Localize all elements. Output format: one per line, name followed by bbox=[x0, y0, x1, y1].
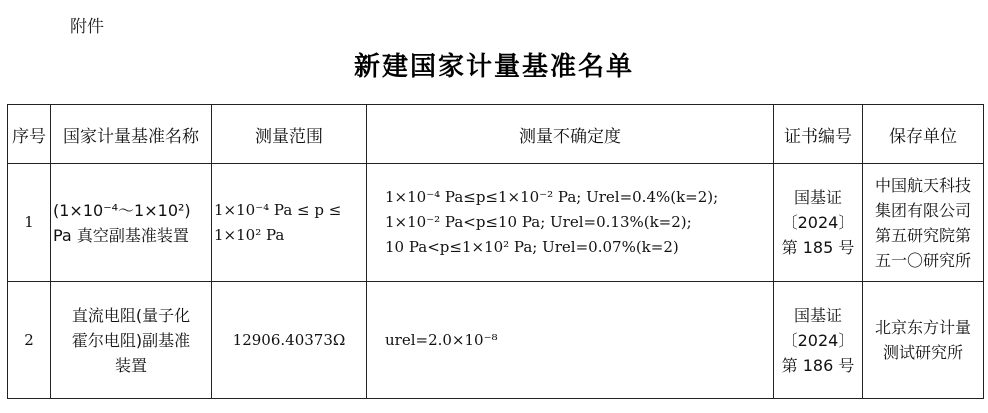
custodian-unit bbox=[863, 282, 984, 399]
certificate-line: 〔2024〕 bbox=[781, 330, 855, 350]
standard-name-line: (1×10⁻⁴～1×10²) bbox=[53, 200, 191, 220]
standard-name-line: Pa 真空副基准装置 bbox=[53, 225, 189, 245]
measurement-range bbox=[212, 164, 367, 282]
row-index: 1 bbox=[8, 164, 51, 282]
certificate-line: 国基证 bbox=[793, 188, 842, 207]
certificate-line: 国基证 bbox=[793, 305, 842, 325]
certificate-number bbox=[774, 282, 863, 399]
certificate-line: 〔2024〕 bbox=[781, 213, 855, 232]
standard-name bbox=[51, 282, 212, 399]
attachment-label: 附件 bbox=[70, 17, 104, 37]
measurement-uncertainty bbox=[367, 282, 774, 399]
measurement-uncertainty bbox=[367, 164, 774, 282]
unit-line: 中国航天科技 bbox=[874, 175, 971, 195]
unit-line: 五一〇研究所 bbox=[874, 250, 971, 270]
uncertainty-line: 1×10⁻² Pa<p≤10 Pa; Urel=0.13%(k=2); bbox=[385, 213, 692, 231]
standard-name bbox=[51, 164, 212, 282]
header-certificate-number: 证书编号 bbox=[774, 105, 863, 164]
table-header-row bbox=[8, 105, 984, 164]
uncertainty-line: 1×10⁻⁴ Pa≤p≤1×10⁻² Pa; Urel=0.4%(k=2); bbox=[385, 188, 719, 206]
header-uncertainty: 测量不确定度 bbox=[367, 105, 774, 164]
header-custodian-unit: 保存单位 bbox=[863, 105, 984, 164]
uncertainty-line: 10 Pa<p≤1×10² Pa; Urel=0.07%(k=2) bbox=[385, 238, 679, 256]
measurement-range bbox=[212, 282, 367, 399]
unit-line: 测试研究所 bbox=[882, 343, 963, 362]
header-measurement-range: 测量范围 bbox=[212, 105, 367, 164]
certificate-line: 第 185 号 bbox=[781, 238, 855, 257]
unit-line: 集团有限公司 bbox=[874, 200, 971, 220]
certificate-line: 第 186 号 bbox=[781, 355, 855, 375]
header-standard-name: 国家计量基准名称 bbox=[51, 105, 212, 164]
standard-name-line: 霍尔电阻)副基准 bbox=[71, 330, 191, 350]
certificate-number bbox=[774, 164, 863, 282]
unit-line: 北京东方计量 bbox=[874, 318, 971, 337]
uncertainty-line: urel=2.0×10⁻⁸ bbox=[385, 330, 498, 349]
table-row bbox=[8, 164, 984, 282]
unit-line: 第五研究院第 bbox=[874, 225, 971, 245]
document-title: 新建国家计量基准名单 bbox=[353, 52, 634, 82]
range-line: 12906.40373Ω bbox=[232, 330, 346, 349]
table-row bbox=[8, 282, 984, 399]
standards-table bbox=[7, 104, 984, 399]
range-line: 1×10⁻⁴ Pa ≤ p ≤ bbox=[214, 200, 342, 219]
standard-name-line: 装置 bbox=[114, 355, 147, 375]
row-index: 2 bbox=[8, 282, 51, 399]
standard-name-line: 直流电阻(量子化 bbox=[71, 305, 191, 325]
custodian-unit bbox=[863, 164, 984, 282]
range-line: 1×10² Pa bbox=[214, 225, 285, 244]
header-index: 序号 bbox=[8, 105, 51, 164]
